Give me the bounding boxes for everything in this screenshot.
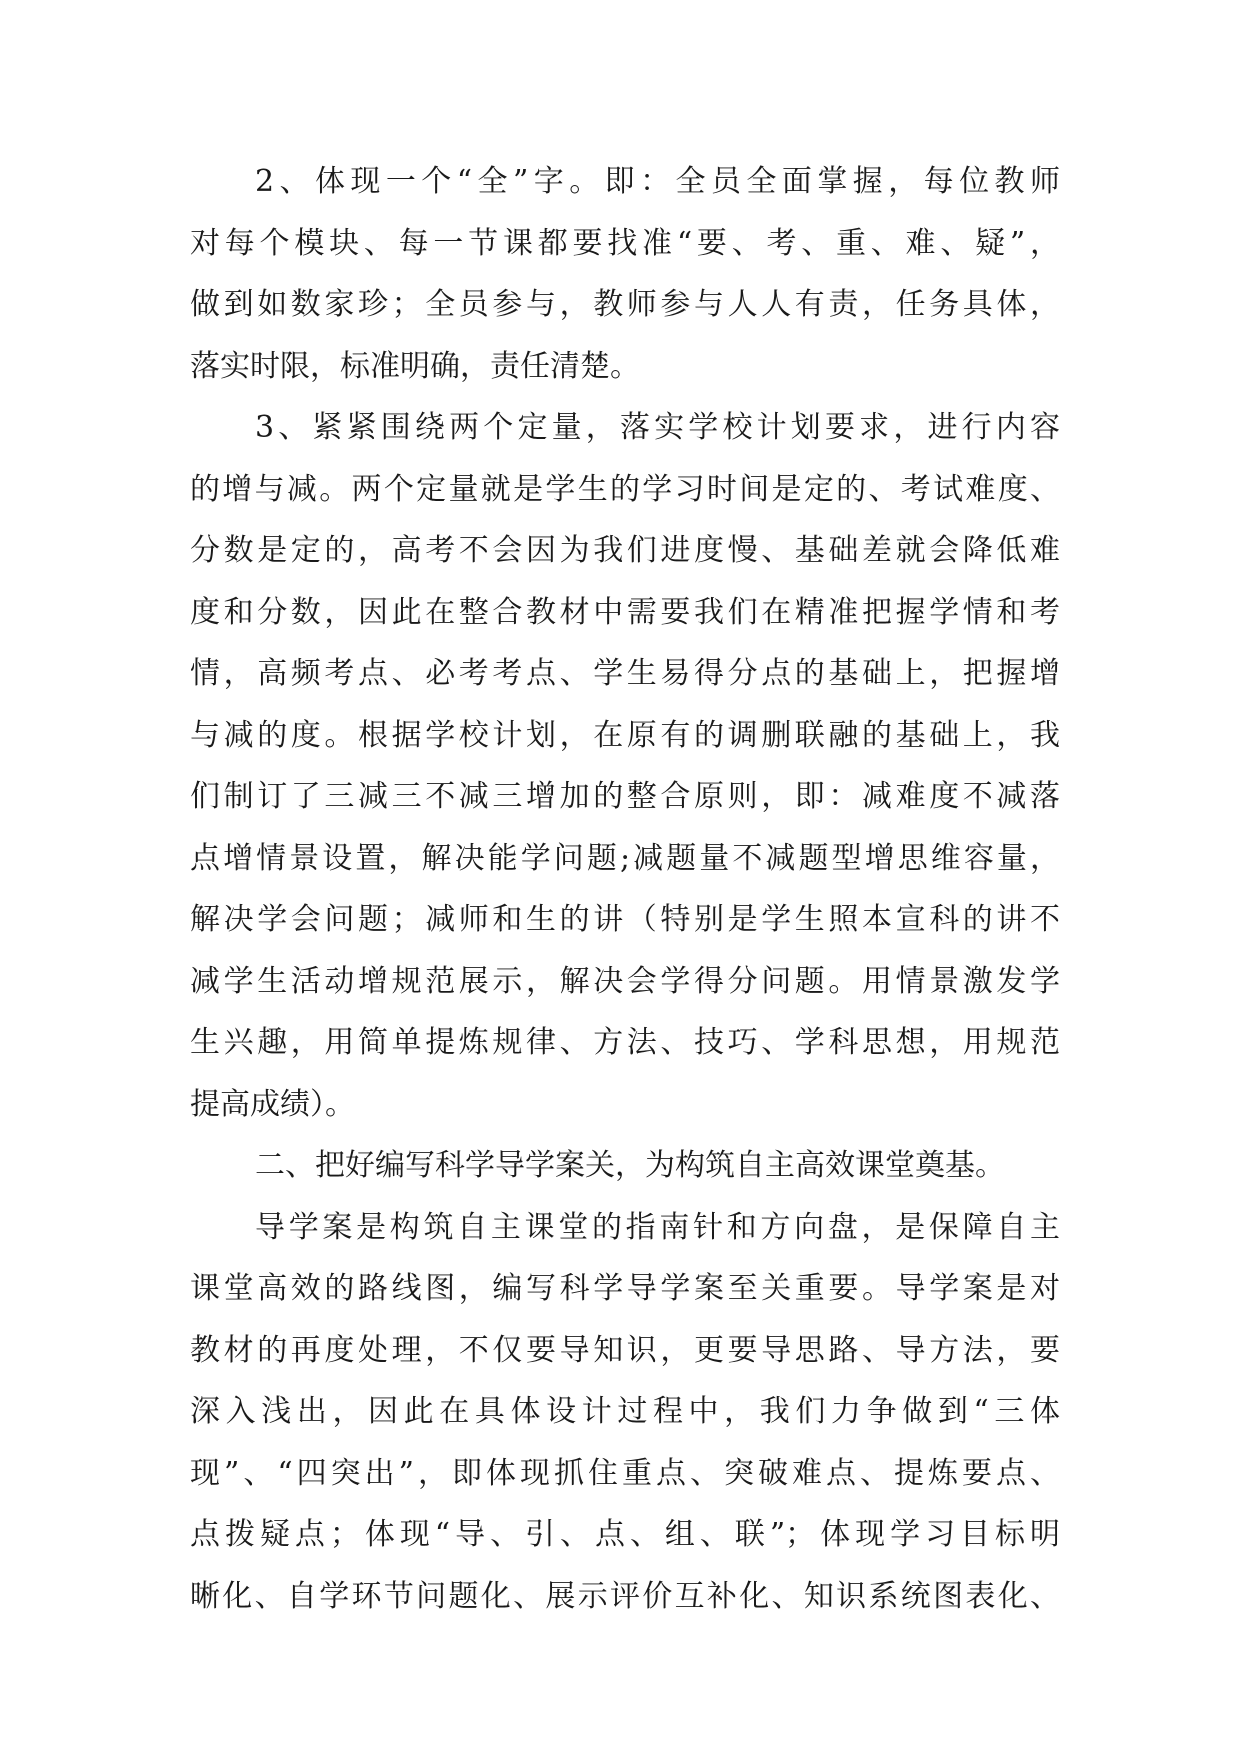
text-line: 减学生活动增规范展示，解决会学得分问题。用情景激发学 <box>190 963 1060 999</box>
section-heading <box>190 1141 1060 1203</box>
text-line: 度和分数，因此在整合教材中需要我们在精准把握学情和考 <box>190 594 1060 630</box>
text-line: 导学案是构筑自主课堂的指南针和方向盘，是保障自主 <box>255 1209 1060 1245</box>
heading-line: 二、把好编写科学导学案关，为构筑自主高效课堂奠基。 <box>255 1148 1005 1183</box>
text-line: 们制订了三减三不减三增加的整合原则，即：减难度不减落 <box>190 779 1060 814</box>
text-line: 分数是定的，高考不会因为我们进度慢、基础差就会降低难 <box>190 533 1060 568</box>
text-line: 情，高频考点、必考考点、学生易得分点的基础上，把握增 <box>190 656 1060 691</box>
text-line: 提高成绩）。 <box>190 1086 355 1122</box>
text-line: 与减的度。根据学校计划，在原有的调删联融的基础上，我 <box>190 717 1060 753</box>
text-line: 课堂高效的路线图，编写科学导学案至关重要。导学案是对 <box>190 1271 1060 1306</box>
text-line: 3、紧紧围绕两个定量，落实学校计划要求，进行内容 <box>255 410 1060 445</box>
paragraph-guided-study-plan <box>190 1203 1060 1634</box>
text-line: 生兴趣，用简单提炼规律、方法、技巧、学科思想，用规范 <box>190 1025 1060 1060</box>
text-line: 做到如数家珍；全员参与，教师参与人人有责，任务具体， <box>190 287 1060 322</box>
text-line: 解决学会问题；减师和生的讲（特别是学生照本宣科的讲不 <box>190 902 1060 937</box>
text-line: 教材的再度处理，不仅要导知识，更要导思路、导方法，要 <box>190 1332 1060 1368</box>
text-line: 晰化、自学环节问题化、展示评价互补化、知识系统图表化、 <box>190 1578 1060 1614</box>
text-line: 点增情景设置，解决能学问题;减题量不减题型增思维容量， <box>190 840 1060 876</box>
paragraph-point-3 <box>190 403 1060 1141</box>
text-line: 落实时限，标准明确，责任清楚。 <box>190 348 640 384</box>
text-line: 深入浅出，因此在具体设计过程中，我们力争做到“三体 <box>190 1394 1060 1429</box>
text-line: 对每个模块、每一节课都要找准“要、考、重、难、疑”， <box>190 225 1060 261</box>
text-line: 2、体现一个“全”字。即：全员全面掌握，每位教师 <box>255 164 1060 199</box>
paragraph-point-2 <box>190 157 1060 403</box>
text-line: 现”、“四突出”，即体现抓住重点、突破难点、提炼要点、 <box>190 1455 1060 1491</box>
document-body <box>190 157 1060 1633</box>
text-line: 的增与减。两个定量就是学生的学习时间是定的、考试难度、 <box>190 471 1060 507</box>
text-line: 点拨疑点；体现“导、引、点、组、联”；体现学习目标明 <box>190 1517 1060 1552</box>
